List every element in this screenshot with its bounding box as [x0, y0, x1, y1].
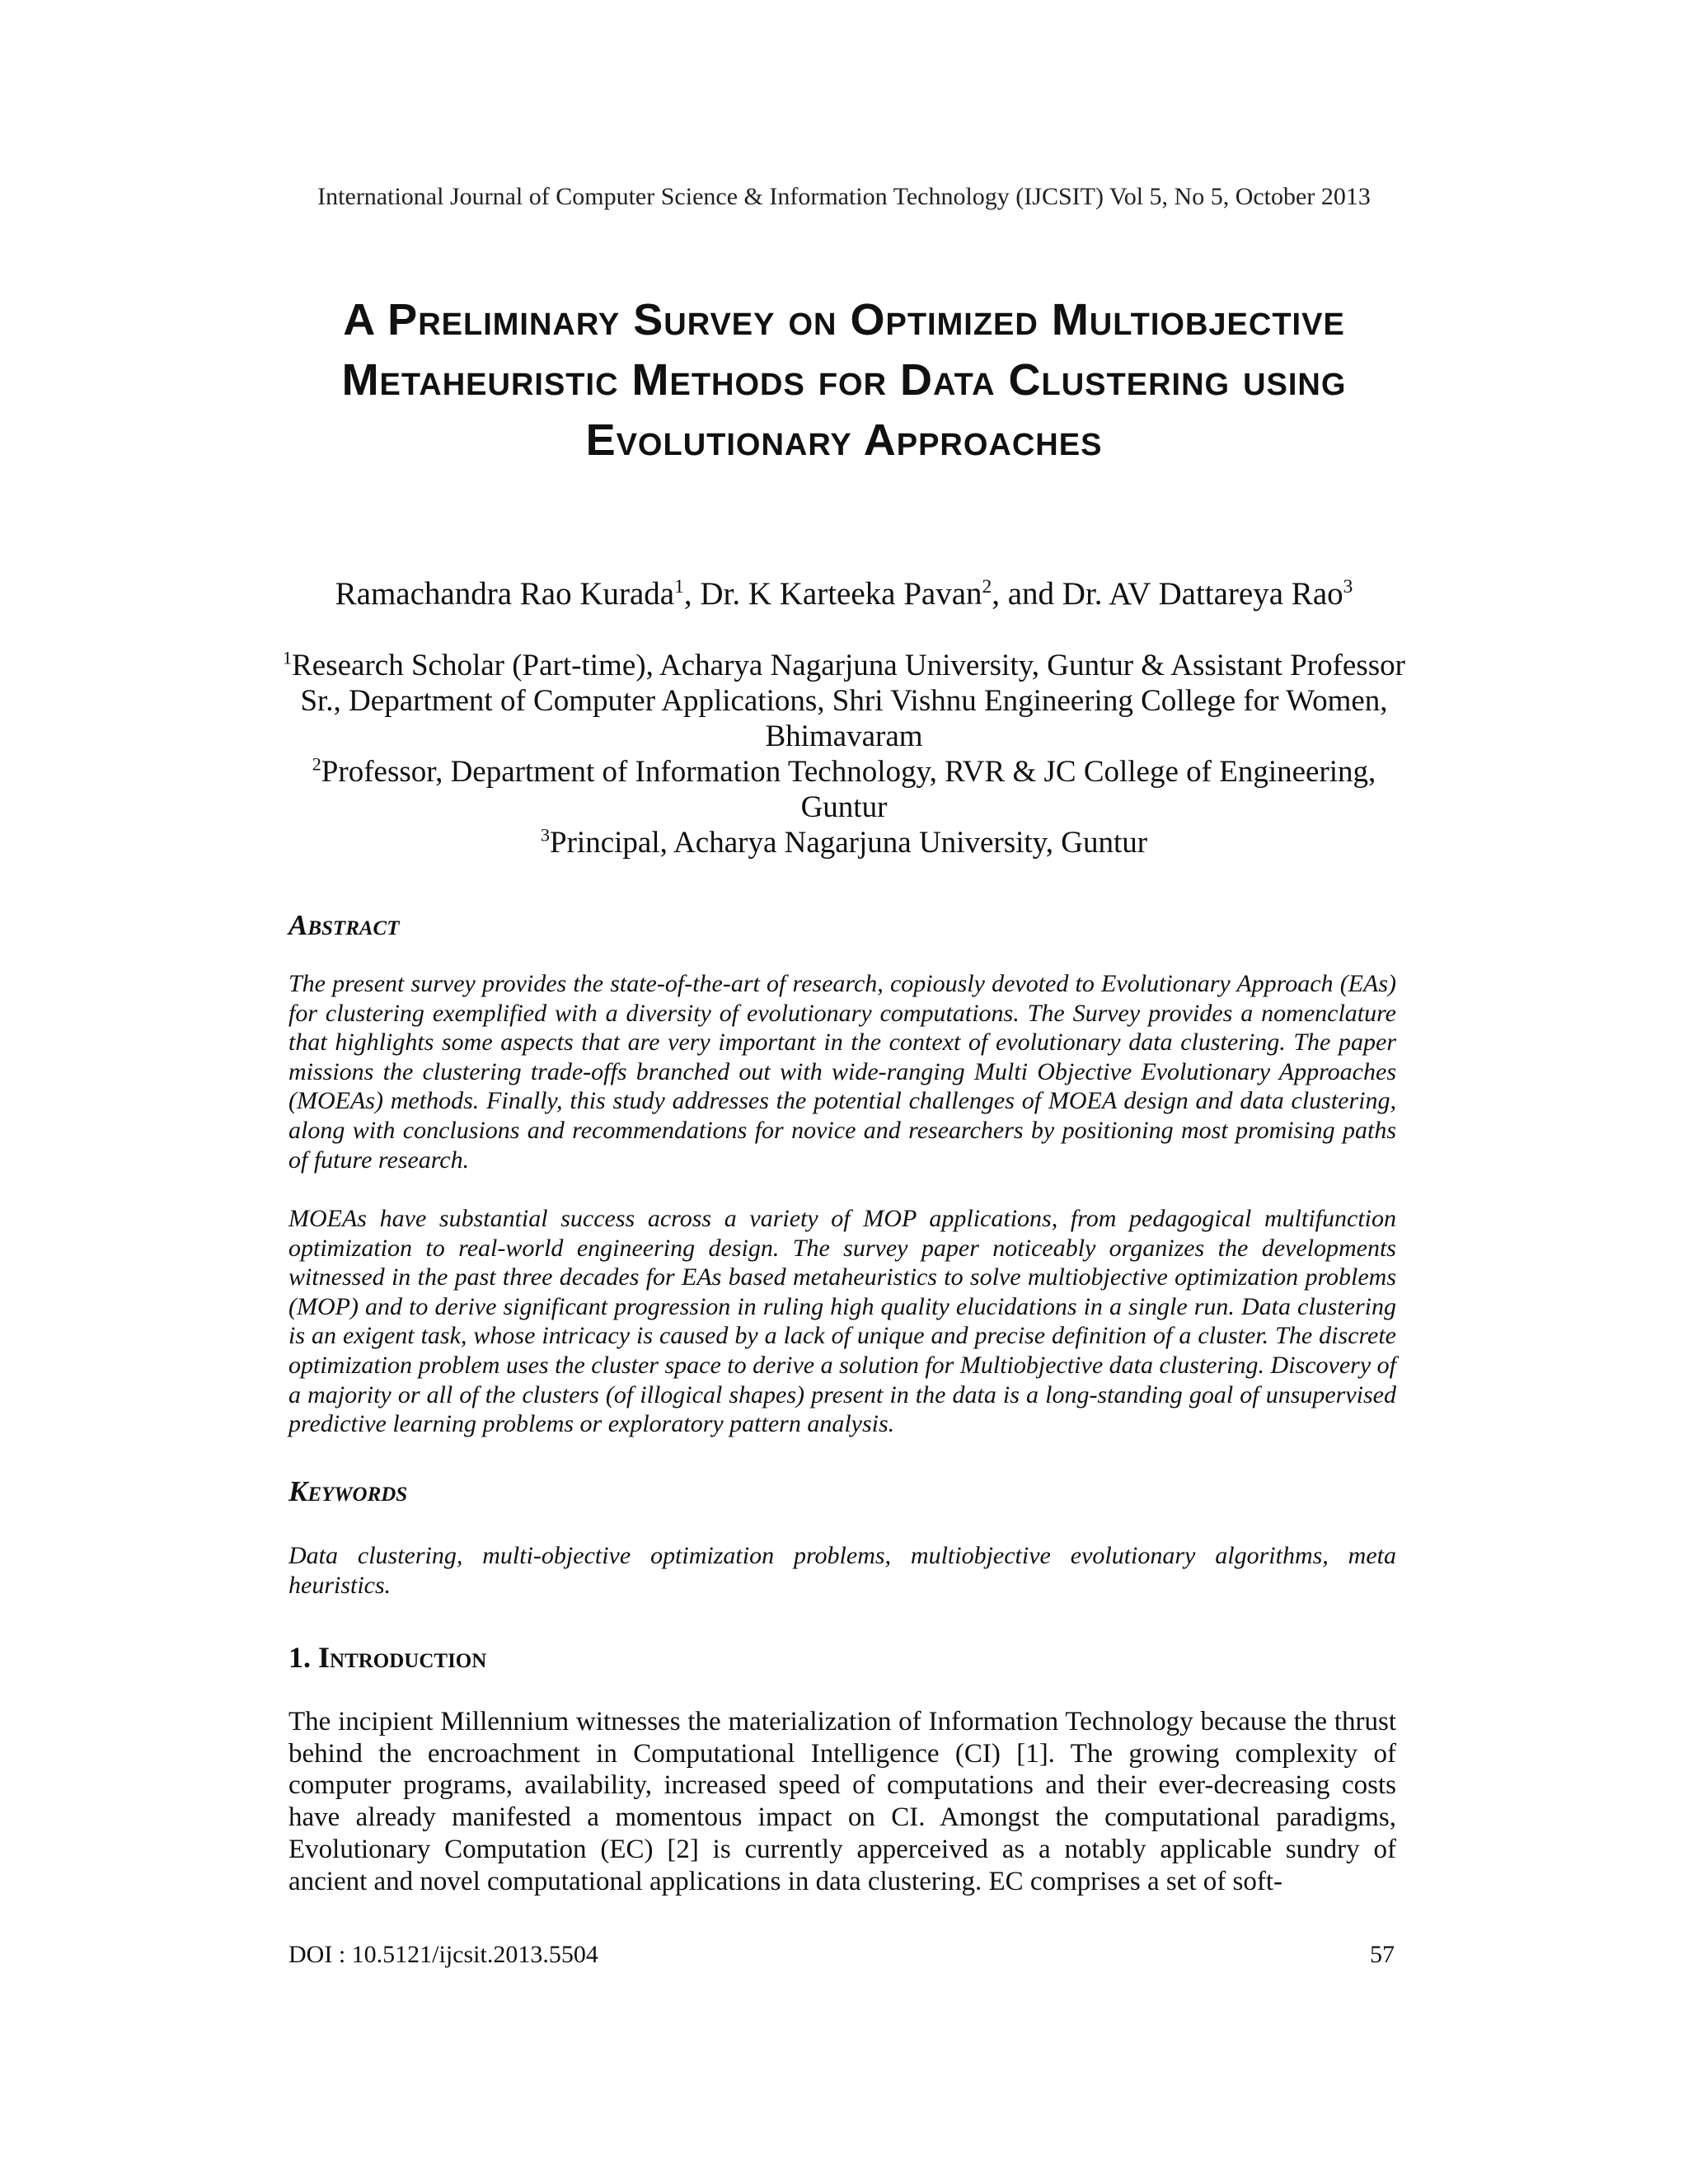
- affiliation-mark: 3: [540, 824, 551, 846]
- footer-doi: DOI : 10.5121/ijcsit.2013.5504: [288, 1941, 598, 1968]
- keywords-heading: Keywords: [288, 1475, 408, 1507]
- affiliation-mark: 1: [283, 647, 293, 668]
- introduction-heading: 1. Introduction: [288, 1641, 487, 1674]
- abstract-heading: Abstract: [288, 909, 400, 941]
- affiliation-mark: 2: [312, 753, 321, 775]
- introduction-paragraph: The incipient Millennium witnesses the materialization of Information Technology because the thrust behind the encroachment in Computational Intelligence (CI) [1]. The growing complexity of computer programs, availability, increased speed of computations and their ever-decreasing costs have already manifested a momentous impact on CI. Amongst the computational paradigms, Evolutionary Computation (EC) [2] is currently apperceived as a notably applicable sundry of ancient and novel computational applications in data clustering. EC comprises a set of soft-: [288, 1707, 1396, 1896]
- author-separator: , and: [992, 576, 1062, 612]
- author-name: Dr. AV Dattareya Rao: [1062, 576, 1343, 612]
- abstract-paragraph: MOEAs have substantial success across a variety of MOP applications, from pedagogical multifunction optimization to real-world engineering design. The survey paper noticeably organizes the developments witnessed in the past three decades for EAs based metaheuristics to solve multiobjective optimization problems (MOP) and to derive significant progression in ruling high quality elucidations in a single run. Data clustering is an exigent task, whose intricacy is caused by a lack of unique and precise definition of a cluster. The discrete optimization problem uses the cluster space to derive a solution for Multiobjective data clustering. Discovery of a majority or all of the clusters (of illogical shapes) present in the data is a long-standing goal of unsupervised predictive learning problems or exploratory pattern analysis.: [288, 1205, 1396, 1438]
- author-list: [0, 575, 1688, 612]
- author-affiliation-mark: 1: [674, 576, 684, 598]
- author-affiliation-mark: 3: [1343, 576, 1353, 598]
- affiliation-text: Principal, Acharya Nagarjuna University, Guntur: [550, 826, 1148, 860]
- affiliation: [280, 648, 1408, 754]
- page-number: 57: [1370, 1941, 1395, 1968]
- running-head: International Journal of Computer Science & Information Technology (IJCSIT) Vol 5, No 5, October 2013: [317, 183, 1371, 210]
- affiliation: [280, 825, 1408, 860]
- affiliation-list: [280, 648, 1408, 860]
- author-name: Ramachandra Rao Kurada: [335, 576, 675, 612]
- affiliation-text: Research Scholar (Part-time), Acharya Nagarjuna University, Guntur & Assistant Professor Sr., Department of Computer Applications, Shri Vishnu Engineering College for Women, Bhimavaram: [292, 649, 1405, 753]
- affiliation: [280, 754, 1408, 825]
- author-affiliation-mark: 2: [982, 576, 992, 598]
- author-separator: ,: [683, 576, 701, 612]
- paper-title: A Preliminary Survey on Optimized Multiobjective Metaheuristic Methods for Data Clustering using Evolutionary Approaches: [341, 295, 1347, 465]
- abstract-paragraph: The present survey provides the state-of-the-art of research, copiously devoted to Evolutionary Approach (EAs) for clustering exemplified with a diversity of evolutionary computations. The Survey provides a nomenclature that highlights some aspects that are very important in the context of evolutionary data clustering. The paper missions the clustering trade-offs branched out with wide-ranging Multi Objective Evolutionary Approaches (MOEAs) methods. Finally, this study addresses the potential challenges of MOEA design and data clustering, along with conclusions and recommendations for novice and researchers by positioning most promising paths of future research.: [288, 970, 1396, 1174]
- keywords-text: Data clustering, multi-objective optimization problems, multiobjective evolutionary algorithms, meta heuristics.: [288, 1542, 1396, 1599]
- author-name: Dr. K Karteeka Pavan: [700, 576, 982, 612]
- affiliation-text: Professor, Department of Information Technology, RVR & JC College of Engineering, Guntur: [321, 755, 1376, 824]
